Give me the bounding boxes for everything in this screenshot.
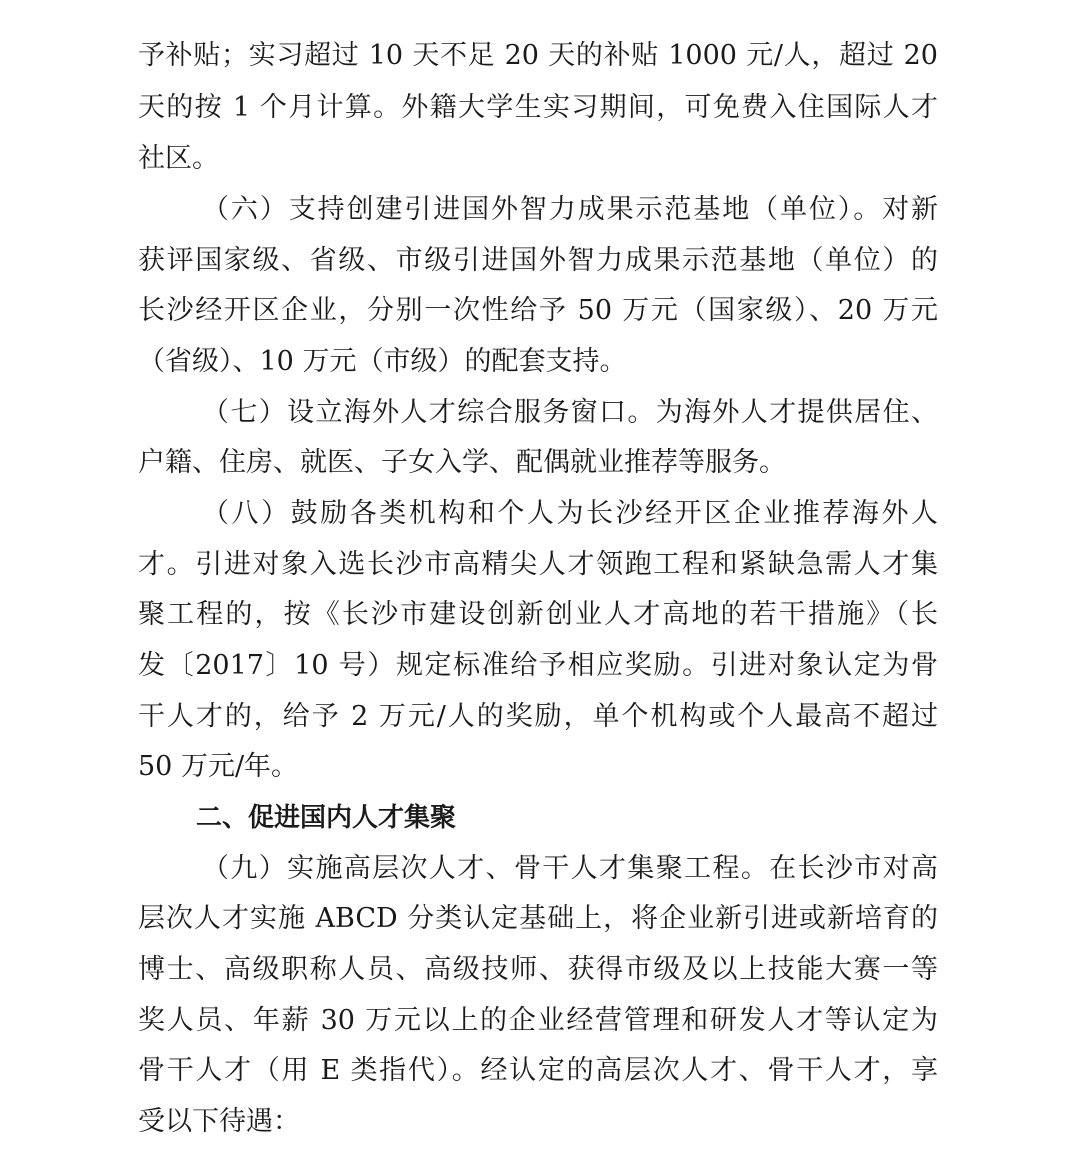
text-line: 天的按 1 个月计算。外籍大学生实习期间，可免费入住国际人才: [138, 92, 938, 123]
text-line: 博士、高级职称人员、高级技师、获得市级及以上技能大赛一等: [138, 954, 938, 985]
section-seven-heading-line: （七）设立海外人才综合服务窗口。为海外人才提供居住、: [202, 397, 938, 428]
section-six-heading-line: （六）支持创建引进国外智力成果示范基地（单位）。对新: [202, 194, 938, 225]
text-line: 才。引进对象入选长沙市高精尖人才领跑工程和紧缺急需人才集: [138, 549, 938, 580]
text-line: 50 万元/年。: [138, 751, 299, 782]
chapter-two-heading: 二、促进国内人才集聚: [196, 803, 457, 833]
text-line: 发〔2017〕10 号）规定标准给予相应奖励。引进对象认定为骨: [138, 650, 938, 681]
text-line: 受以下待遇：: [138, 1106, 300, 1137]
text-line: 层次人才实施 ABCD 分类认定基础上，将企业新引进或新培育的: [138, 903, 938, 934]
text-line: 予补贴；实习超过 10 天不足 20 天的补贴 1000 元/人，超过 20: [138, 40, 938, 71]
text-line: 户籍、住房、就医、子女入学、配偶就业推荐等服务。: [138, 447, 786, 478]
text-line: 干人才的，给予 2 万元/人的奖励，单个机构或个人最高不超过: [138, 701, 938, 732]
section-nine-heading-line: （九）实施高层次人才、骨干人才集聚工程。在长沙市对高: [202, 853, 938, 884]
text-line: （省级）、10 万元（市级）的配套支持。: [138, 346, 627, 377]
text-line: 奖人员、年薪 30 万元以上的企业经营管理和研发人才等认定为: [138, 1005, 938, 1036]
text-line: 社区。: [138, 143, 219, 174]
text-line: 长沙经开区企业，分别一次性给予 50 万元（国家级）、20 万元: [138, 295, 938, 326]
text-line: 骨干人才（用 E 类指代）。经认定的高层次人才、骨干人才，享: [138, 1055, 938, 1086]
text-line: 聚工程的，按《长沙市建设创新创业人才高地的若干措施》（长: [138, 599, 938, 630]
text-line: 获评国家级、省级、市级引进国外智力成果示范基地（单位）的: [138, 245, 938, 276]
section-eight-heading-line: （八）鼓励各类机构和个人为长沙经开区企业推荐海外人: [202, 498, 938, 529]
